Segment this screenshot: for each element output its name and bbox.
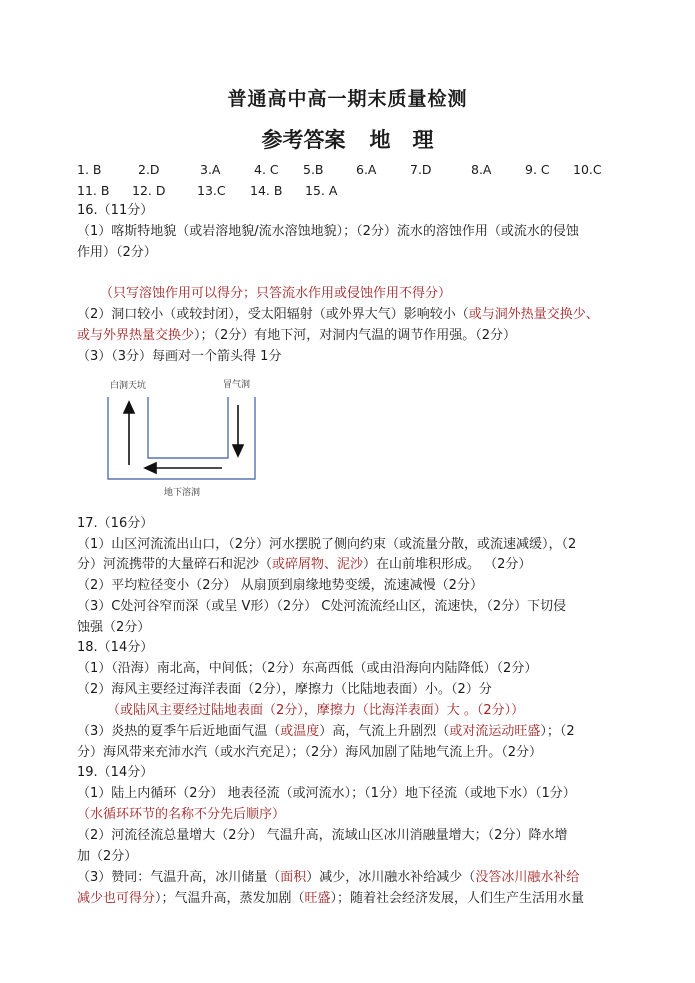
choice-answer: 13.C: [197, 183, 226, 198]
choice-answer: 11. B: [77, 183, 110, 198]
choice-answer: 14. B: [250, 183, 283, 198]
choice-answer: 8.A: [471, 162, 492, 177]
q19-p3-alt2: 没答冰川融水补给: [475, 870, 580, 885]
q19-part1-note: （水循环环节的名称不分先后顺序）: [77, 807, 286, 822]
q16-heading: 16.（11分）: [77, 203, 154, 218]
q19-part1: （1）陆上内循环（2分） 地表径流（或河流水）；（1分）地下径流（或地下水）（1分）: [77, 786, 576, 801]
label-bottom-cave: 地下溶洞: [164, 488, 201, 498]
q19-p3-text: （3）赞同：气温升高，冰川储量（: [77, 870, 281, 885]
choice-answer: 5.B: [303, 162, 324, 177]
q16-part1-note: （只写溶蚀作用可以得分；只答流水作用或侵蚀作用不得分）: [100, 286, 452, 301]
q18-p3-text3: ）；（2: [540, 724, 575, 739]
q18-p3-text: （3）炎热的夏季午后近地面气温（: [77, 724, 281, 739]
q18-p3-alt2: 或对流运动旺盛: [449, 724, 541, 739]
q17-part3-line1: （3）C处河谷窄而深（或呈 V形）（2分） C处河流流经山区，流速快，（2分）下切侵: [77, 599, 567, 614]
q16-part2-line2: [77, 326, 516, 346]
q16-part2-line1: [77, 305, 599, 325]
choice-answer: 2.D: [138, 162, 160, 177]
q19-p3-alt3: 减少也可得分: [77, 891, 156, 906]
label-left-sinkhole: 白洞天坑: [110, 381, 147, 391]
choice-answer: 9. C: [525, 162, 550, 177]
q19-p3-alt4: 旺盛: [304, 891, 331, 906]
choice-answer: 3.A: [200, 162, 221, 177]
q19-part2-line1: （2）河流径流总量增大（2分） 气温升高，流域山区冰川消融量增大；（2分）降水增: [77, 828, 568, 843]
q17-part1-line1: （1）山区河流流出山口，（2分）河水摆脱了侧向约束（或流量分散，或流速减缓），（2: [77, 537, 577, 552]
q17-p1-text2: ）在山前堆积形成。 （2分）: [363, 557, 532, 572]
q19-heading: 19.（14分）: [77, 765, 154, 780]
q17-part1-line2: [77, 555, 531, 575]
subtitle-subject-2: 理: [412, 127, 434, 152]
arrow-down-head: [233, 445, 243, 456]
choice-answer: 6.A: [356, 162, 377, 177]
cave-airflow-diagram: [100, 375, 270, 500]
q17-heading: 17.（16分）: [77, 516, 154, 531]
page-subtitle: [0, 124, 695, 154]
choice-answer: 7.D: [410, 162, 432, 177]
q19-p3-text2: ）减少，冰川融水补给减少（: [306, 870, 476, 885]
q18-part3-line2: 分）海风带来充沛水汽（或水汽充足）；（2分）海风加剧了陆地气流上升。（2分）: [77, 745, 543, 760]
q17-p1-alt: 或碎屑物、泥沙: [272, 557, 364, 572]
choice-answer: 4. C: [254, 162, 279, 177]
choice-answer: 1. B: [77, 162, 102, 177]
q18-part2-note: （或陆风主要经过陆地表面（2分），摩擦力（比海洋表面）大 。（2分））: [107, 703, 525, 718]
choice-answer: 10.C: [573, 162, 602, 177]
label-right-steam-cave: 冒气洞: [223, 380, 251, 390]
arrow-left-head: [145, 463, 156, 473]
page-title: 普通高中高一期末质量检测: [227, 88, 468, 110]
arrow-up-head: [124, 402, 134, 413]
subtitle-answer-key: 参考答案: [261, 127, 346, 152]
q16-part3: （3）（3分）每画对一个箭头得 1分: [77, 349, 282, 364]
q16-part1-line2: 作用）（2分）: [77, 245, 157, 260]
q19-part2-line2: 加（2分）: [77, 849, 138, 864]
q17-part2: （2）平均粒径变小（2分） 从扇顶到扇缘地势变缓，流速减慢（2分）: [77, 578, 483, 593]
q18-part1: （1）（沿海）南北高，中间低；（2分）东高西低（或由沿海向内陆降低）（2分）: [77, 661, 538, 676]
q19-p3-alt: 面积: [280, 870, 307, 885]
q18-p3-text2: ）高，气流上升剧烈（: [319, 724, 450, 739]
q18-part3-line1: [77, 722, 575, 742]
q19-p3-text3: ）；气温升高，蒸发加剧（: [155, 891, 305, 906]
q16-p2-alt: 或与洞外热量交换少、: [468, 307, 599, 322]
q17-part3-line2: 蚀强（2分）: [77, 620, 151, 635]
cave-inner-outline: [148, 397, 228, 458]
q19-part3-line1: [77, 868, 579, 888]
q18-heading: 18.（14分）: [77, 640, 154, 655]
q16-p2-text2: ）；（2分）有地下河，对洞内气温的调节作用强。（2分）: [194, 328, 517, 343]
q16-p2-text: （2）洞口较小（或较封闭），受太阳辐射（或外界大气）影响较小（: [77, 307, 469, 322]
q16-p2-alt2: 或与外界热量交换少: [77, 328, 195, 343]
q17-p1-text: 分）河流携带的大量碎石和泥沙（: [77, 557, 273, 572]
choice-answer: 15. A: [305, 183, 338, 198]
q19-part3-line2: [77, 889, 584, 909]
subtitle-subject-1: 地: [369, 127, 391, 152]
q18-part2: （2）海风主要经过海洋表面（2分），摩擦力（比陆地表面）小。（2）分: [77, 682, 492, 697]
q18-p3-alt: 或温度: [280, 724, 320, 739]
q16-part1-line1: （1）喀斯特地貌（或岩溶地貌/流水溶蚀地貌）；（2分）流水的溶蚀作用（或流水的侵蚀: [77, 224, 579, 239]
q19-p3-text4: ）；随着社会经济发展，人们生产生活用水量: [330, 891, 585, 906]
choice-answer: 12. D: [132, 183, 166, 198]
cave-outline-svg: [100, 375, 270, 500]
